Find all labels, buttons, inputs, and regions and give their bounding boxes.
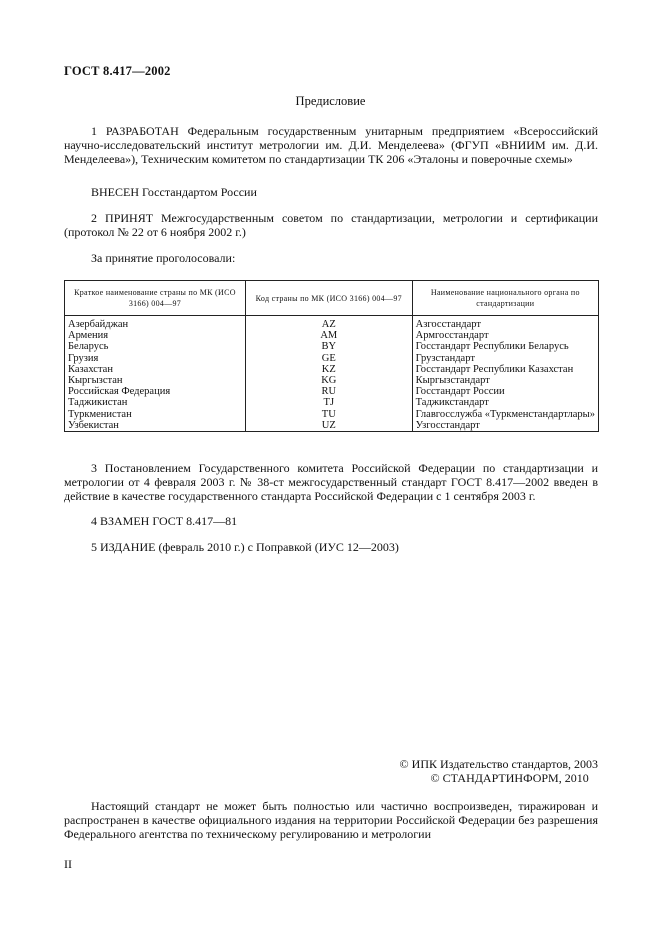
- code-cell: GE: [245, 353, 412, 364]
- copyright-notice: Настоящий стандарт не может быть полностью или частично воспроизведен, тиражирован и распространен в качестве официального издания на территории Российской Федерации без разрешения Федерального агентства по техническому регулированию и метрологии: [64, 799, 598, 841]
- country-cell: Грузия: [65, 353, 246, 364]
- paragraph-replaces: 4 ВЗАМЕН ГОСТ 8.417—81: [91, 514, 238, 528]
- table-row: [65, 316, 599, 331]
- table-row: [65, 364, 599, 375]
- table-row: [65, 341, 599, 352]
- organization-cell: Армгосстандарт: [412, 330, 598, 341]
- country-cell: Беларусь: [65, 341, 246, 352]
- table-header-row: [65, 281, 599, 316]
- country-cell: Туркменистан: [65, 409, 246, 420]
- organization-cell: Таджикстандарт: [412, 397, 598, 408]
- organization-cell: Грузстандарт: [412, 353, 598, 364]
- table-row: [65, 409, 599, 420]
- copyright-line-2: © СТАНДАРТИНФОРМ, 2010: [430, 771, 589, 785]
- country-cell: Казахстан: [65, 364, 246, 375]
- copyright-block: [400, 757, 598, 785]
- country-cell: Азербайджан: [65, 316, 246, 331]
- table-row: [65, 375, 599, 386]
- paragraph-developed: 1 РАЗРАБОТАН Федеральным государственным унитарным предприятием «Всероссийский научно-исследовательский институт метрологии им. Д.И. Менделеева» (ФГУП «ВНИИМ им. Д.И. Менделеева»), Техническим комитетом по стандартизации ТК 206 «Эталоны и поверочные схемы»: [64, 124, 598, 166]
- code-cell: RU: [245, 386, 412, 397]
- table-row: [65, 330, 599, 341]
- code-cell: TJ: [245, 397, 412, 408]
- code-cell: AM: [245, 330, 412, 341]
- country-cell: Кыргызстан: [65, 375, 246, 386]
- country-cell: Узбекистан: [65, 420, 246, 432]
- organization-cell: Госстандарт Республики Беларусь: [412, 341, 598, 352]
- paragraph-introduced: ВНЕСЕН Госстандартом России: [91, 185, 257, 199]
- code-cell: KZ: [245, 364, 412, 375]
- page-number: II: [64, 857, 72, 871]
- organization-cell: Кыргызстандарт: [412, 375, 598, 386]
- document-id: ГОСТ 8.417—2002: [64, 64, 171, 78]
- code-cell: KG: [245, 375, 412, 386]
- country-cell: Армения: [65, 330, 246, 341]
- organization-cell: Госстандарт Республики Казахстан: [412, 364, 598, 375]
- code-cell: UZ: [245, 420, 412, 432]
- paragraph-adopted: 2 ПРИНЯТ Межгосударственным советом по стандартизации, метрологии и сертификации (протокол № 22 от 6 ноября 2002 г.): [64, 211, 598, 239]
- organization-cell: Азгосстандарт: [412, 316, 598, 331]
- paragraph-edition: 5 ИЗДАНИЕ (февраль 2010 г.) с Поправкой (ИУС 12—2003): [91, 540, 399, 554]
- header-code: Код страны по МК (ИСО 3166) 004—97: [245, 281, 412, 316]
- header-organization: Наименование национального органа по стандартизации: [412, 281, 598, 316]
- paragraph-decree: 3 Постановлением Государственного комитета Российской Федерации по стандартизации и метрологии от 4 февраля 2003 г. № 38-ст межгосударственный стандарт ГОСТ 8.417—2002 введен в действие в качестве государственного стандарта Российской Федерации с 1 сентября 2003 г.: [64, 461, 598, 503]
- table-row: [65, 386, 599, 397]
- code-cell: TU: [245, 409, 412, 420]
- header-country: Краткое наименование страны по МК (ИСО 3166) 004—97: [65, 281, 246, 316]
- country-cell: Российская Федерация: [65, 386, 246, 397]
- organization-cell: Госстандарт России: [412, 386, 598, 397]
- table-row: [65, 397, 599, 408]
- organization-cell: Узгосстандарт: [412, 420, 598, 432]
- table-row: [65, 420, 599, 432]
- vote-intro: За принятие проголосовали:: [91, 251, 236, 265]
- code-cell: AZ: [245, 316, 412, 331]
- copyright-line-1: © ИПК Издательство стандартов, 2003: [399, 757, 598, 771]
- voting-table: [64, 280, 599, 432]
- country-cell: Таджикистан: [65, 397, 246, 408]
- page-title: Предисловие: [295, 94, 366, 108]
- table-row: [65, 353, 599, 364]
- organization-cell: Главгосслужба «Туркменстандартлары»: [412, 409, 598, 420]
- code-cell: BY: [245, 341, 412, 352]
